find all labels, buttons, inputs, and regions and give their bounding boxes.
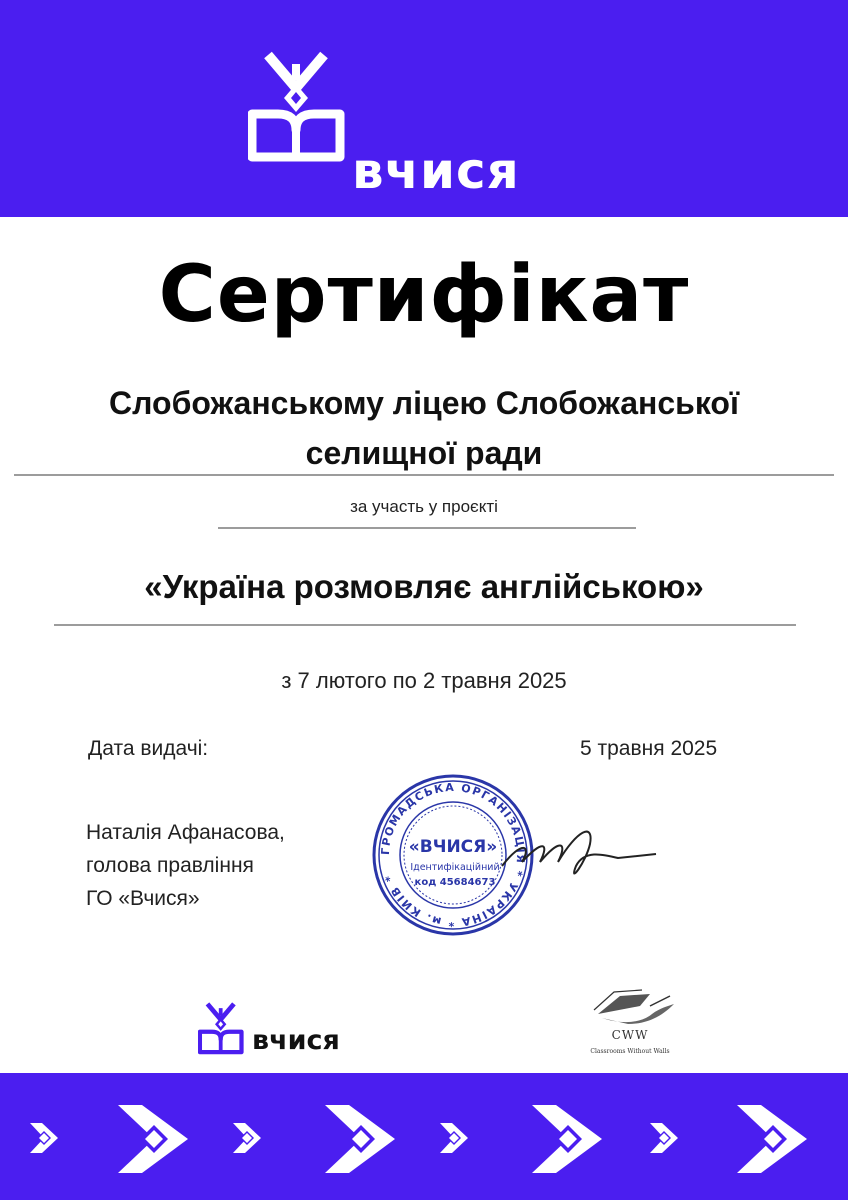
participation-text: за участь у проєкті [350, 497, 498, 516]
stamp-ring-text: ГРОМАДСЬКА ОРГАНІЗАЦІЯ * УКРАЇНА * м. КИЇВ * [378, 780, 528, 930]
brand-logo-small [198, 1000, 378, 1060]
certificate-title: Сертифікат [158, 250, 690, 340]
signer-block [86, 816, 285, 915]
book-logo-icon [248, 50, 358, 162]
issue-date-label: Дата видачі: [88, 737, 209, 760]
recipient-line-2: селищної ради [305, 435, 543, 471]
stamp-seal-icon [372, 770, 682, 940]
issue-date: 5 травня 2025 [580, 737, 718, 760]
divider [14, 474, 834, 476]
signer-position: голова правління [86, 854, 254, 877]
recipient [0, 378, 848, 478]
brand-name-small: вчися [252, 1025, 340, 1056]
arrow-pattern-icon [30, 1105, 807, 1173]
partner-subtitle: Classrooms Without Walls [590, 1048, 670, 1055]
dove-book-icon [580, 984, 680, 1028]
partner-name: CWW [611, 1028, 649, 1042]
header-band [0, 0, 848, 217]
project-period: з 7 лютого по 2 травня 2025 [281, 668, 567, 693]
stamp-id-label: Ідентифікаційний [410, 862, 500, 873]
partner-logo [580, 984, 700, 1064]
official-stamp [372, 770, 682, 940]
brand-name: вчися [352, 142, 520, 200]
signer-organization: ГО «Вчися» [86, 887, 200, 910]
signer-name: Наталія Афанасова, [86, 821, 285, 844]
project-name: «Україна розмовляє англійською» [144, 568, 704, 605]
brand-logo [248, 50, 608, 200]
book-logo-icon [198, 1000, 250, 1056]
divider [218, 527, 636, 529]
divider [54, 624, 796, 626]
recipient-line-1: Слобожанському ліцею Слобожанської [109, 385, 739, 421]
stamp-code: код 45684673 [414, 877, 496, 888]
footer-pattern [0, 1073, 848, 1200]
stamp-center-text: «ВЧИСЯ» [408, 837, 498, 857]
